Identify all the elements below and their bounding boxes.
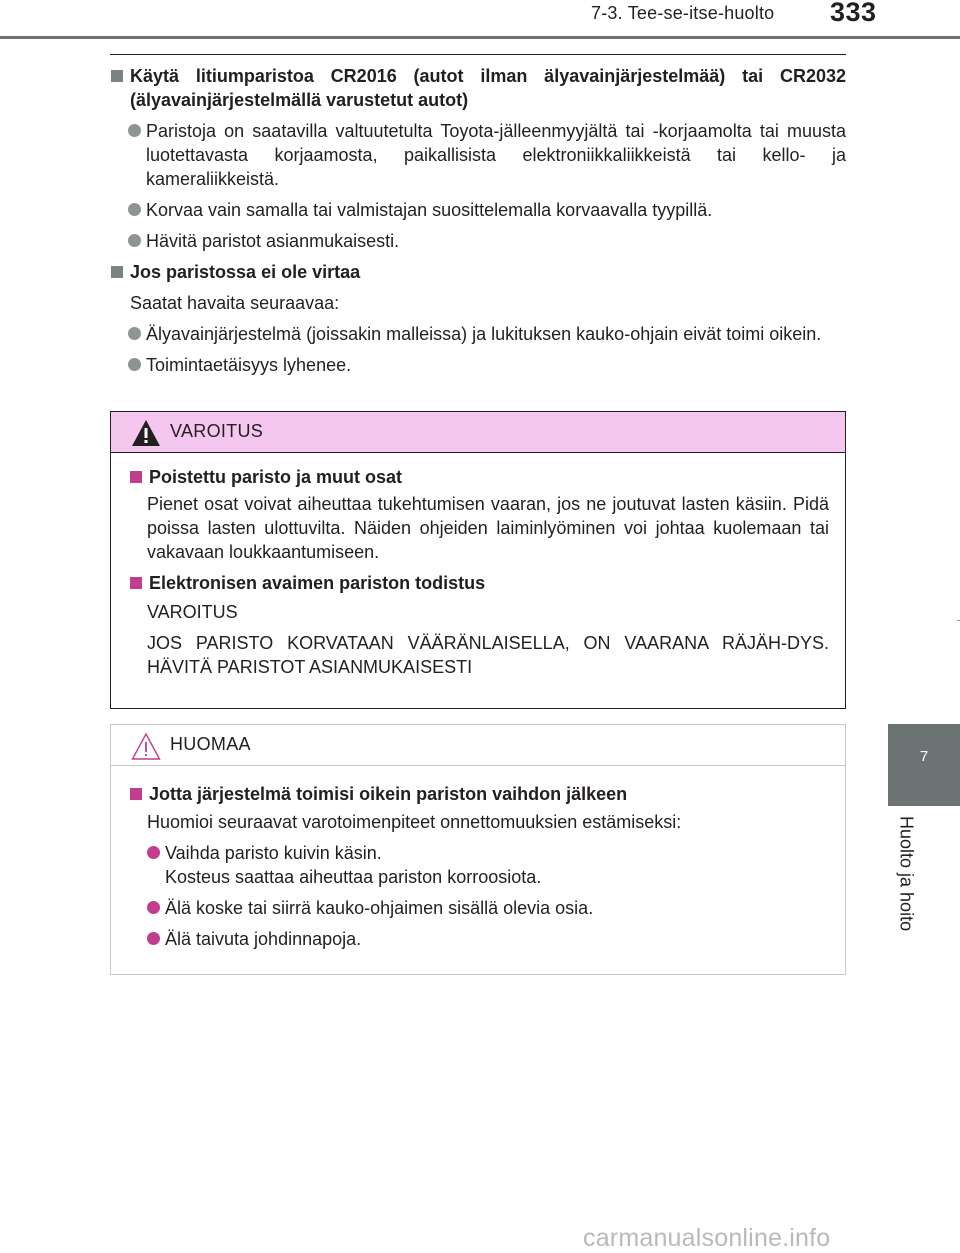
list-item bbox=[110, 119, 846, 191]
header-rule bbox=[0, 36, 960, 39]
square-bullet-icon bbox=[130, 577, 142, 589]
main-content bbox=[110, 64, 846, 377]
square-bullet-icon bbox=[130, 788, 142, 800]
note-box bbox=[110, 724, 846, 975]
warning-box-title: VAROITUS bbox=[170, 421, 264, 441]
note-heading bbox=[129, 782, 829, 806]
list-item-text: Vaihda paristo kuivin käsin. bbox=[165, 843, 382, 863]
warning-triangle-icon bbox=[131, 419, 161, 447]
warning-text: JOS PARISTO KORVATAAN VÄÄRÄNLAISELLA, ON VAARANA RÄJÄH-DYS. HÄVITÄ PARISTOT ASIANMUKAISESTI bbox=[147, 633, 829, 677]
section-heading-dead-battery bbox=[110, 260, 846, 284]
square-bullet-icon bbox=[111, 266, 123, 278]
section-intro: Saatat havaita seuraavaa: bbox=[130, 293, 340, 313]
note-box-body bbox=[111, 766, 845, 965]
section-heading-battery-type bbox=[110, 64, 846, 112]
list-item bbox=[110, 353, 846, 377]
list-item bbox=[129, 896, 829, 920]
note-intro: Huomioi seuraavat varotoimenpiteet onnettomuuksien estämiseksi: bbox=[147, 812, 682, 832]
list-item bbox=[129, 841, 829, 889]
circle-bullet-icon bbox=[147, 932, 160, 945]
note-box-header bbox=[111, 725, 845, 766]
list-item-text: Älyavainjärjestelmä (joissakin malleissa) ja lukituksen kauko-ohjain eivät toimi oikein. bbox=[146, 324, 822, 344]
warning-box-body bbox=[111, 453, 845, 693]
list-item bbox=[110, 229, 846, 253]
list-item bbox=[110, 322, 846, 346]
heading-text: Käytä litiumparistoa CR2016 (autot ilman älyavainjärjestelmää) tai CR2032 (älyavainjärjestelmällä varustetut autot) bbox=[130, 66, 846, 110]
circle-bullet-icon bbox=[128, 203, 141, 216]
chapter-tab[interactable] bbox=[888, 724, 960, 806]
circle-bullet-icon bbox=[128, 234, 141, 247]
square-bullet-icon bbox=[130, 471, 142, 483]
circle-bullet-icon bbox=[147, 901, 160, 914]
section-title: 7-3. Tee-se-itse-huolto bbox=[591, 3, 775, 23]
circle-bullet-icon bbox=[128, 358, 141, 371]
list-item-subtext: Kosteus saattaa aiheuttaa pariston korroosiota. bbox=[165, 867, 542, 887]
list-item bbox=[110, 198, 846, 222]
square-bullet-icon bbox=[111, 70, 123, 82]
list-item-text: Toimintaetäisyys lyhenee. bbox=[146, 355, 352, 375]
list-item-text: Älä koske tai siirrä kauko-ohjaimen sisällä olevia osia. bbox=[165, 898, 594, 918]
list-item-text: Hävitä paristot asianmukaisesti. bbox=[146, 231, 400, 251]
warning-heading bbox=[129, 571, 829, 595]
circle-bullet-icon bbox=[128, 327, 141, 340]
heading-text: Jotta järjestelmä toimisi oikein pariston vaihdon jälkeen bbox=[149, 784, 628, 804]
caution-triangle-icon bbox=[131, 732, 161, 760]
top-rule bbox=[110, 54, 846, 55]
list-item-text: Paristoja on saatavilla valtuutetulta Toyota-jälleenmyyjältä tai -korjaamolta tai muusta luotettavasta korjaamosta, paikallisista elektroniikkaliikkeistä tai kello- ja kameraliikkeistä. bbox=[146, 121, 846, 189]
heading-text: Jos paristossa ei ole virtaa bbox=[130, 262, 361, 282]
chapter-side-label bbox=[893, 816, 919, 956]
warning-text: Pienet osat voivat aiheuttaa tukehtumisen vaaran, jos ne joutuvat lasten käsiin. Pidä poissa lasten ulottuvilta. Näiden ohjeiden laiminlyöminen voi johtaa kuolemaan tai vakavaan loukkaantumiseen. bbox=[147, 494, 829, 562]
note-box-title: HUOMAA bbox=[170, 734, 251, 754]
warning-box-header bbox=[111, 412, 845, 453]
list-item-text: Korvaa vain samalla tai valmistajan suosittelemalla korvaavalla tyypillä. bbox=[146, 200, 713, 220]
list-item bbox=[129, 927, 829, 951]
chapter-label-text: Huolto ja hoito bbox=[896, 816, 917, 932]
warning-box bbox=[110, 411, 846, 709]
circle-bullet-icon bbox=[128, 124, 141, 137]
heading-text: Poistettu paristo ja muut osat bbox=[149, 467, 403, 487]
chapter-number: 7 bbox=[919, 748, 929, 765]
heading-text: Elektronisen avaimen pariston todistus bbox=[149, 573, 486, 593]
page-number: 333 bbox=[830, 0, 877, 27]
warning-label: VAROITUS bbox=[147, 602, 238, 622]
warning-heading bbox=[129, 465, 829, 489]
list-item-text: Älä taivuta johdinnapoja. bbox=[165, 929, 362, 949]
circle-bullet-icon bbox=[147, 846, 160, 859]
watermark: carmanualsonline.info bbox=[583, 1224, 831, 1252]
